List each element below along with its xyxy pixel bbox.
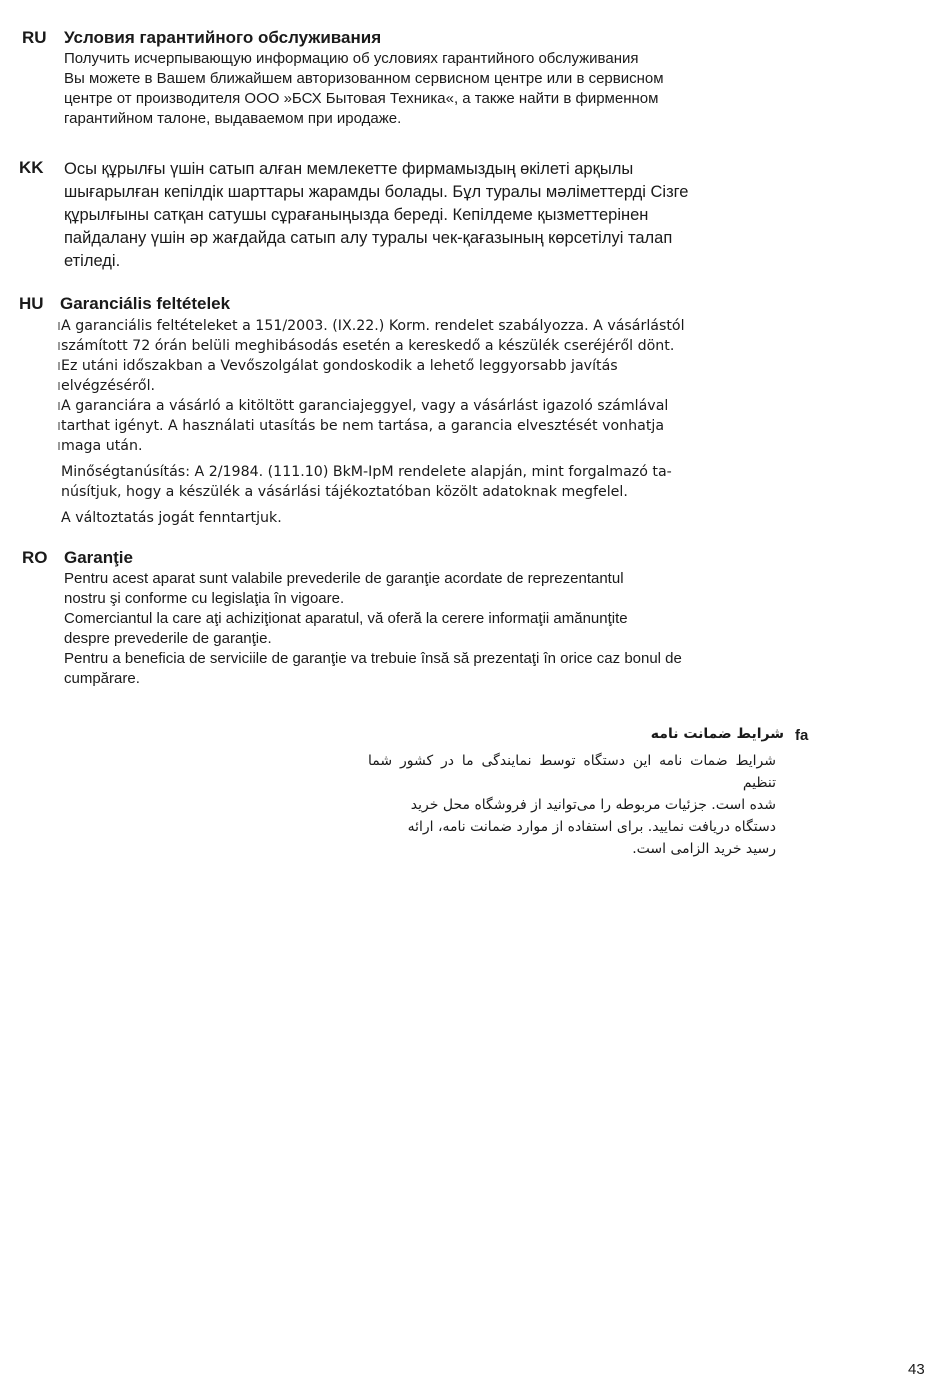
body-line: maga után.: [61, 438, 143, 454]
body-line: A garanciára a vásárló a kitöltött garanciajeggyel, vagy a vásárlást igazoló számlával: [61, 398, 669, 414]
language-code-hu: HU: [19, 294, 44, 313]
body-line: cumpărare.: [64, 670, 140, 687]
language-code-ro: RO: [22, 548, 48, 567]
margin-mark: [58, 442, 60, 450]
body-line: núsítjuk, hogy a készülék a vásárlási tájékoztatóban közölt adatoknak megfelel.: [61, 484, 628, 500]
body-line: гарантийном талоне, выдаваемом при иродаже.: [64, 110, 402, 127]
body-ro: [64, 569, 794, 689]
language-code-kk: KK: [19, 158, 44, 177]
body-line: етіледі.: [64, 252, 121, 270]
body-ru: [64, 49, 794, 129]
heading-hu: Garanciális feltételek: [60, 294, 231, 313]
margin-mark: [58, 422, 60, 430]
body-line: دستگاه دریافت نمایید. برای استفاده از موارد ضمانت نامه، ارائه: [407, 819, 776, 835]
body-line: Осы құрылғы үшін сатып алған мемлекетте фирмамыздың өкілеті арқылы: [64, 160, 634, 178]
body-line: Вы можете в Вашем ближайшем авторизованном сервисном центре или в сервисном: [64, 70, 664, 87]
page-number: 43: [908, 1361, 925, 1378]
body-line: пайдалану үшін әр жағдайда сатып алу туралы чек-қағазының көрсетілуі талап: [64, 229, 673, 247]
body-line: Ez utáni időszakban a Vevőszolgálat gondoskodik a lehető leggyorsabb javítás: [61, 358, 618, 374]
body-line: számított 72 órán belüli meghibásodás esetén a kereskedő a készülék cseréjéről dönt.: [61, 338, 675, 354]
margin-mark: [58, 362, 60, 370]
paragraph-hu-1: [61, 316, 786, 396]
heading-ru: Условия гарантийного обслуживания: [64, 28, 382, 47]
paragraph-hu-3: [61, 462, 786, 502]
body-line: tarthat igényt. A használati utasítás be nem tartása, a garancia elvesztését vonhatja: [61, 418, 665, 434]
body-line: despre prevederile de garanţie.: [64, 630, 272, 647]
language-code-ru: RU: [22, 28, 47, 47]
body-line: Minőségtanúsítás: A 2/1984. (111.10) BkM-IpM rendelete alapján, mint forgalmazó ta-: [61, 464, 672, 480]
body-line: A garanciális feltételeket a 151/2003. (IX.22.) Korm. rendelet szabályozza. A vásárlástól: [61, 318, 685, 334]
body-line: Comerciantul la care aţi achiziţionat aparatul, vă oferă la cerere informaţii amănunţite: [64, 610, 628, 627]
body-line: Получить исчерпывающую информацию об условиях гарантийного обслуживания: [64, 50, 639, 67]
body-line: центре от производителя ООО »БСХ Бытовая Техника«, а также найти в фирменном: [64, 90, 659, 107]
heading-fa: شرایط ضمانت نامه: [650, 726, 784, 742]
body-line: elvégzéséről.: [61, 378, 156, 394]
body-line: رسید خرید الزامی است.: [632, 841, 776, 857]
body-line: شرایط ضمات نامه این دستگاه توسط نمایندگی ما در کشور شما تنظیم: [368, 753, 776, 791]
body-fa: [368, 750, 776, 860]
margin-mark: [58, 402, 60, 410]
margin-mark: [58, 342, 60, 350]
body-hu: [61, 316, 786, 534]
paragraph-hu-4: [61, 508, 786, 528]
margin-mark: [58, 322, 60, 330]
body-line: құрылғыны сатқан сатушы сұрағаныңызда береді. Кепілдеме қызметтерінен: [64, 206, 649, 224]
body-line: шығарылған кепілдік шарттары жарамды болады. Бұл туралы мәліметтерді Сізге: [64, 183, 689, 201]
margin-mark: [58, 382, 60, 390]
body-line: Pentru a beneficia de serviciile de garanţie va trebuie însă să prezentaţi în orice caz bonul de: [64, 650, 682, 667]
body-line: A változtatás jogát fenntartjuk.: [61, 510, 282, 526]
body-kk: [64, 158, 784, 273]
body-line: Pentru acest aparat sunt valabile prevederile de garanţie acordate de reprezentantul: [64, 570, 624, 587]
body-line: nostru şi conforme cu legislaţia în vigoare.: [64, 590, 345, 607]
paragraph-hu-2: [61, 396, 786, 456]
heading-ro: Garanţie: [64, 548, 133, 567]
body-line: شده است. جزئیات مربوطه را می‌توانید از فروشگاه محل خرید: [410, 797, 776, 813]
language-code-fa: fa: [795, 727, 809, 744]
